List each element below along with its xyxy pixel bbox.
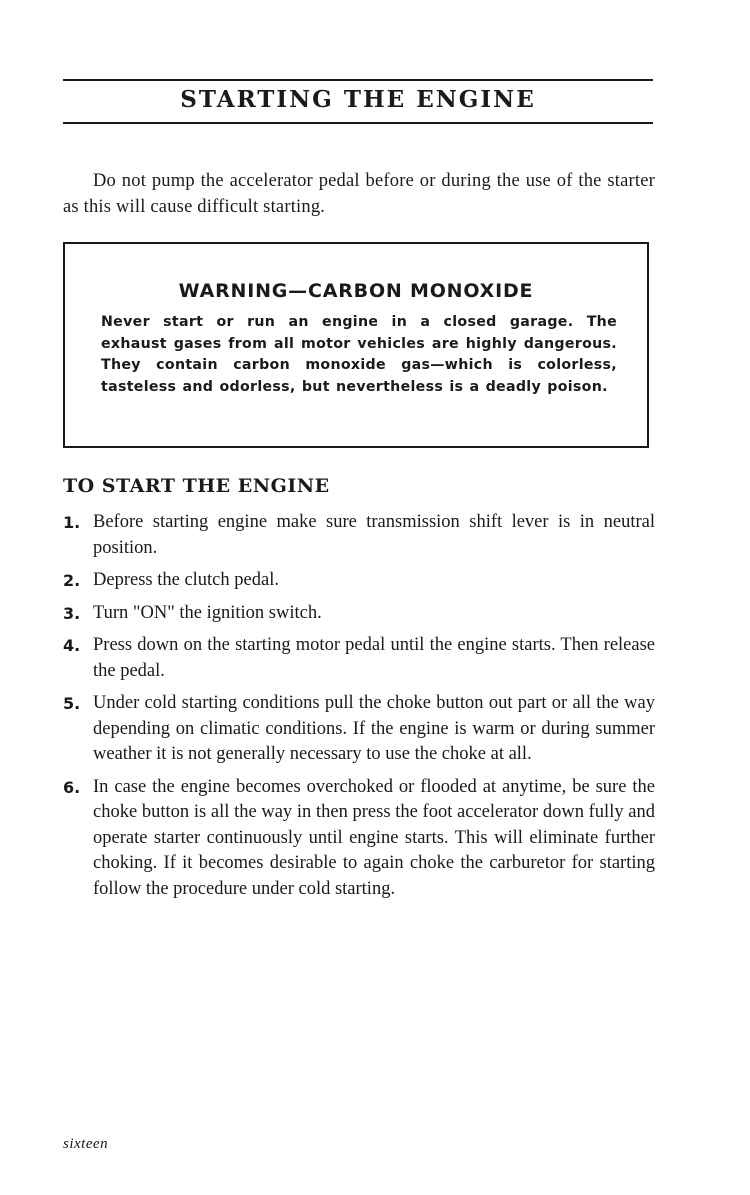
step-number: 6. (63, 777, 81, 797)
page-number-label: sixteen (63, 1136, 109, 1152)
list-item (63, 633, 655, 684)
list-item (63, 601, 655, 627)
step-number: 1. (63, 513, 81, 532)
step-number: 4. (63, 636, 81, 655)
warning-body: Never start or run an engine in a closed garage. The exhaust gases from all motor vehicles are highly dangerous. They contain carbon monoxide gas—which is colorless, tasteless and odorless, but nevertheless is a deadly poison. (101, 314, 617, 395)
step-text: Turn "ON" the ignition switch. (93, 602, 322, 623)
step-text: Depress the clutch pedal. (93, 570, 279, 590)
step-number: 2. (63, 571, 81, 590)
page-title: STARTING THE ENGINE (180, 86, 536, 113)
step-number: 5. (63, 694, 81, 713)
section-heading: TO START THE ENGINE (63, 475, 330, 497)
step-text: In case the engine becomes overchoked or flooded at anytime, be sure the choke button is all the way in then press the foot accelerator down fully and operate starter continuously until engine starts. This will eliminate further choking. If it becomes desirable to again choke the carburetor for starting follow the procedure under cold starting. (93, 776, 655, 899)
list-item (63, 691, 655, 768)
list-item (63, 510, 655, 561)
steps-list (63, 510, 655, 909)
warning-box (63, 242, 649, 448)
step-number: 3. (63, 603, 81, 623)
warning-title: WARNING—CARBON MONOXIDE (178, 280, 534, 302)
intro-paragraph: Do not pump the accelerator pedal before or during the use of the starter as this will cause difficult starting. (63, 171, 655, 217)
step-text: Before starting engine make sure transmission shift lever is in neutral position. (93, 512, 655, 558)
list-item (63, 775, 655, 903)
step-text: Under cold starting conditions pull the choke button out part or all the way depending on climatic conditions. If the engine is warm or during summer weather it is not generally necessary to use the choke at all. (93, 693, 655, 764)
list-item (63, 568, 655, 594)
step-text: Press down on the starting motor pedal until the engine starts. Then release the pedal. (93, 635, 655, 681)
title-rule-bottom (63, 122, 653, 124)
title-rule-top (63, 79, 653, 81)
